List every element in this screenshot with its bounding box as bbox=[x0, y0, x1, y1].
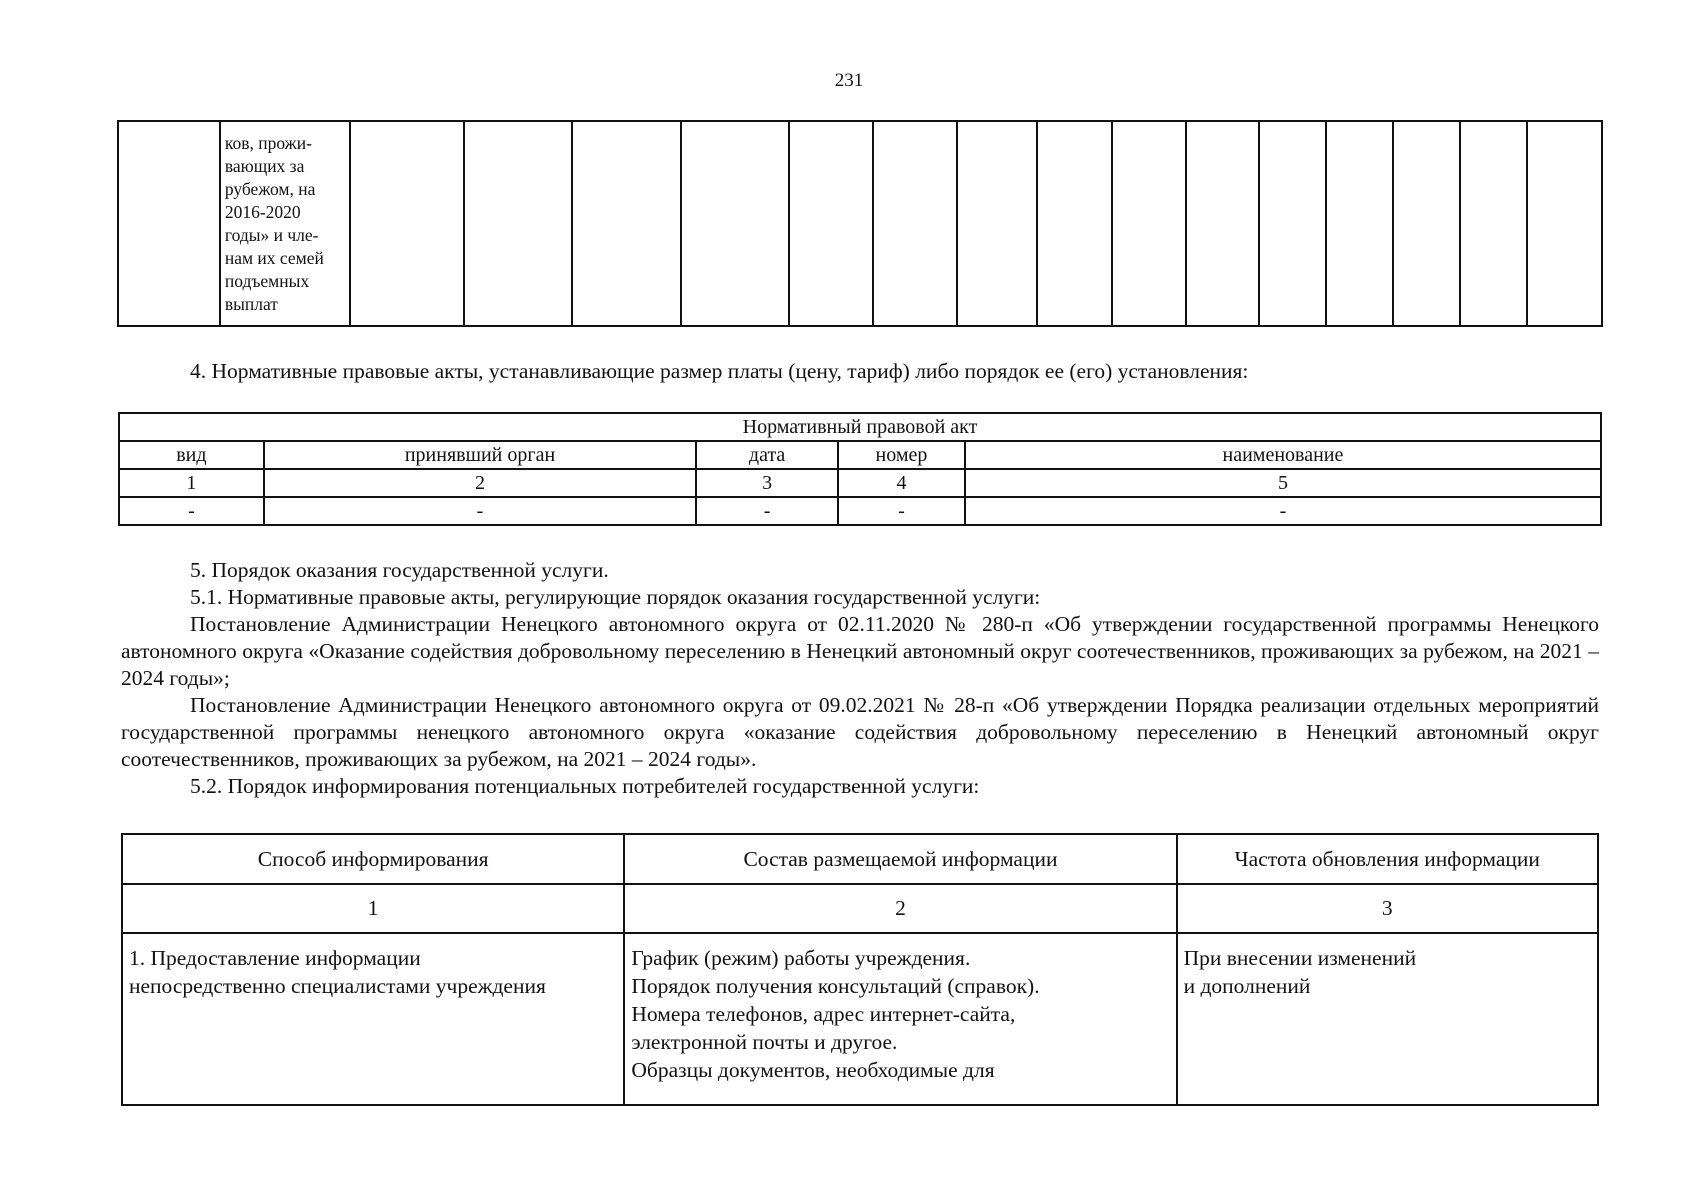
section-4-heading: 4. Нормативные правовые акты, устанавливающие размер платы (цену, тариф) либо порядок ее (его) установления: bbox=[190, 359, 1249, 383]
column-number-row: 1 2 3 4 5 bbox=[119, 469, 1601, 497]
subsection-5-1: 5.1. Нормативные правовые акты, регулирующие порядок оказания государственной услуги: bbox=[190, 585, 1041, 609]
column-header: вид bbox=[119, 441, 264, 469]
column-header: Частота обновления информации bbox=[1177, 834, 1598, 884]
column-header: наименование bbox=[965, 441, 1601, 469]
method-cell: 1. Предоставление информации непосредственно специалистами учреждения bbox=[122, 933, 624, 1105]
table-title-row bbox=[119, 413, 1601, 441]
subsection-5-2: 5.2. Порядок информирования потенциальных потребителей государственной услуги: bbox=[190, 774, 980, 798]
frequency-cell: При внесении изменений и дополнений bbox=[1177, 933, 1598, 1105]
table-row bbox=[118, 121, 1602, 326]
legal-act-1: Постановление Администрации Ненецкого автономного округа от 02.11.2020 № 280-п «Об утверждении государственной программы Ненецкого автономного округа «Оказание содействия добровольному переселению в Ненецкий автономный округ соотечественников, проживающих за рубежом, на 2021 – 2024 годы»; bbox=[121, 612, 1599, 690]
continuation-table bbox=[117, 120, 1603, 327]
section-5-heading: 5. Порядок оказания государственной услуги. bbox=[190, 558, 609, 582]
content-cell: График (режим) работы учреждения. Порядок получения консультаций (справок). Номера телефонов, адрес интернет-сайта, электронной почты и другое. Образцы документов, необходимые для bbox=[624, 933, 1176, 1105]
section-5 bbox=[121, 557, 1599, 800]
column-header: дата bbox=[696, 441, 838, 469]
column-header: принявший орган bbox=[264, 441, 696, 469]
legal-acts-table bbox=[118, 412, 1602, 526]
table-row: - - - - - bbox=[119, 497, 1601, 525]
column-header: Состав размещаемой информации bbox=[624, 834, 1176, 884]
column-header: номер bbox=[838, 441, 965, 469]
table-header-row bbox=[122, 834, 1598, 884]
column-header: Способ информирования bbox=[122, 834, 624, 884]
legal-act-2: Постановление Администрации Ненецкого автономного округа от 09.02.2021 № 28-п «Об утверждении Порядка реализации отдельных мероприятий государственной программы ненецкого автономного округа «оказание содействия добровольному переселению в Ненецкий автономный округ соотечественников, проживающих за рубежом, на 2021 – 2024 годы». bbox=[121, 693, 1599, 771]
table-title: Нормативный правовой акт bbox=[119, 413, 1601, 441]
table-row bbox=[122, 933, 1598, 1105]
cell-text: ков, прожи- вающих за рубежом, на 2016-2020 годы» и чле- нам их семей подъемных выплат bbox=[224, 133, 324, 314]
info-table bbox=[121, 833, 1599, 1106]
table-header-row bbox=[119, 441, 1601, 469]
column-number-row: 1 2 3 bbox=[122, 884, 1598, 933]
page-number: 231 bbox=[834, 70, 864, 91]
